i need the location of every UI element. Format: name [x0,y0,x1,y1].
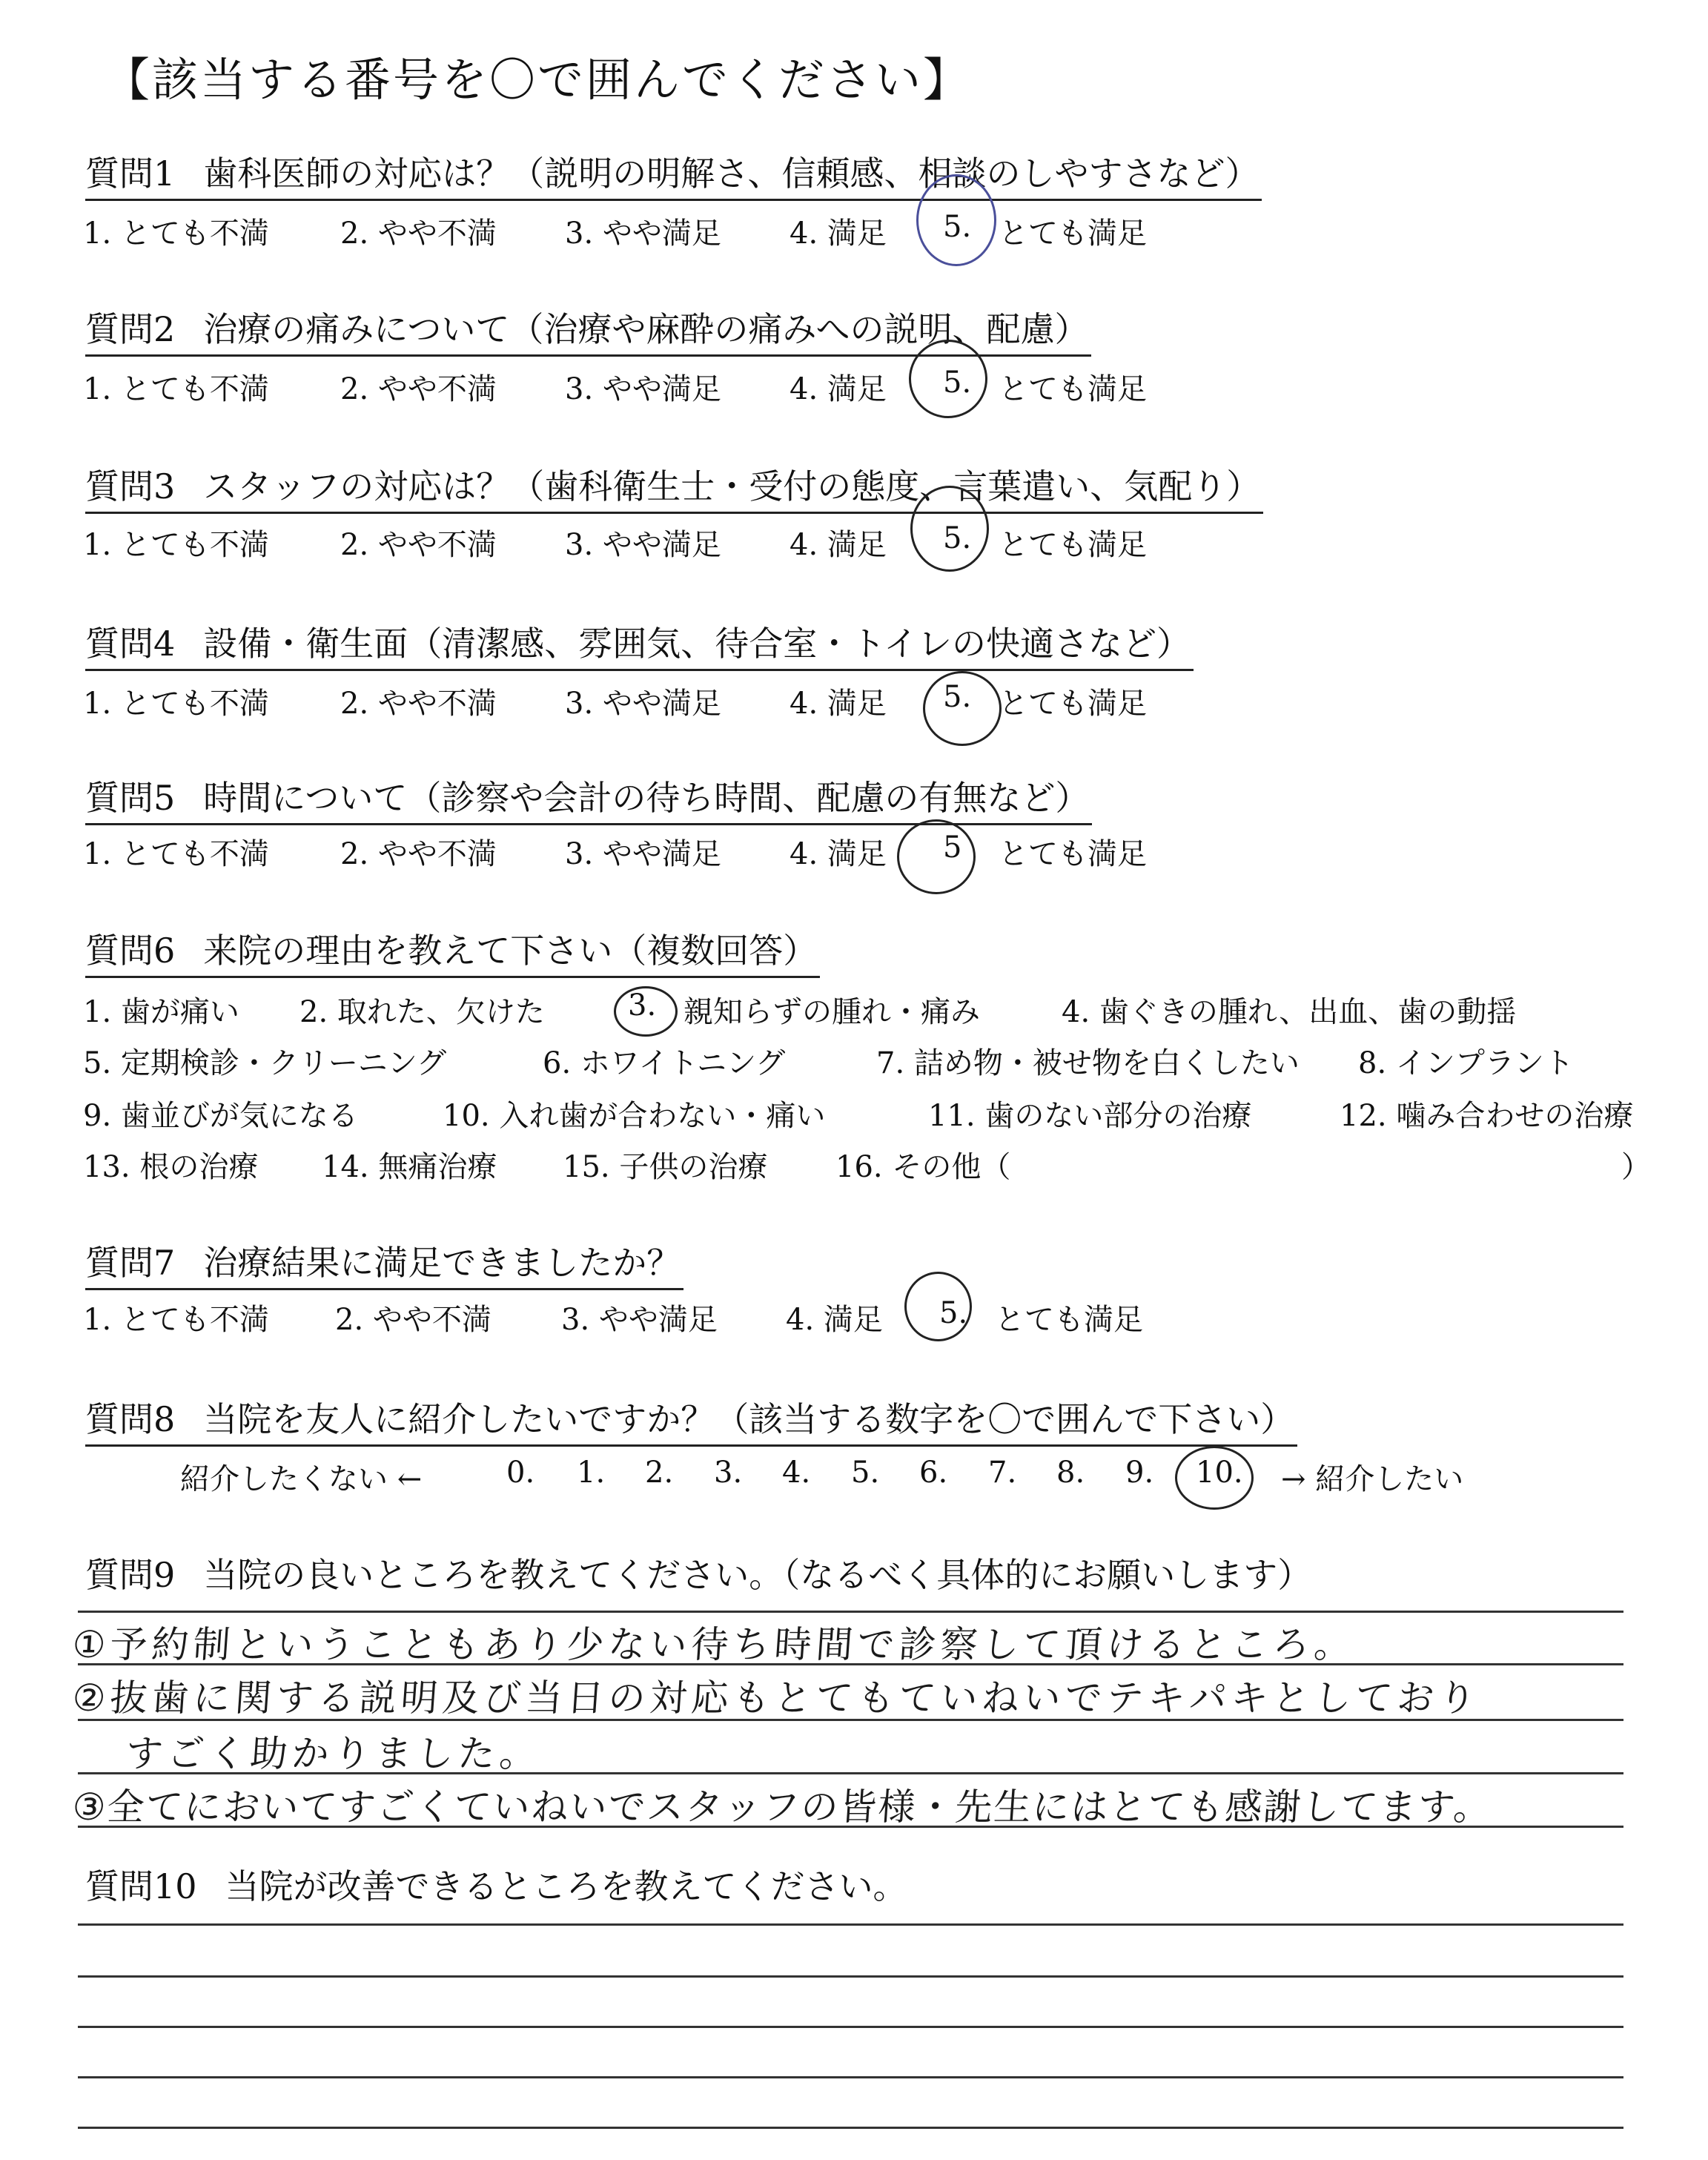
reason-option[interactable]: 16. その他（ [835,1150,1011,1184]
reason-option[interactable]: 12. 噛み合わせの治療 [1340,1099,1634,1133]
option-5-label: とても満足 [999,687,1147,721]
option-1[interactable]: 1. とても不満 [83,1303,269,1337]
option-5-label: とても満足 [999,528,1147,562]
reason-option[interactable]: 8. インプラント [1358,1046,1574,1080]
option-1[interactable]: 1. とても不満 [83,837,269,871]
handwritten-answer-line-1: ①予約制ということもあり少ない待ち時間で診察して頂けるところ。 [70,1623,1357,1666]
reason-option[interactable]: 15. 子供の治療 [563,1150,768,1184]
question-text: スタッフの対応は？（歯科衛生士・受付の態度、言葉遣い、気配り） [203,466,1261,506]
question-text: 来院の理由を教えて下さい（複数回答） [203,931,818,971]
question-text: 治療結果に満足できましたか？ [203,1243,681,1283]
scale-number-1[interactable]: 1. [577,1456,606,1490]
question-text: 時間について（診察や会計の待ち時間、配慮の有無など） [203,778,1090,818]
scale-right-label: → 紹介したい [1281,1462,1464,1496]
question-number: 質問1 [85,153,176,194]
answer-line [78,1923,1623,1926]
question-1-title [85,147,1262,201]
option-5-label: とても満足 [999,372,1147,406]
option-3[interactable]: 3. やや満足 [565,687,721,721]
scale-left-label: 紹介したくない ← [180,1462,423,1496]
option-3[interactable]: 3. やや満足 [565,528,721,562]
option-2[interactable]: 2. やや不満 [335,1303,491,1337]
page-title: 【該当する番号を〇で囲んでください】 [104,53,972,107]
reason-option-3[interactable]: 3. [628,988,657,1023]
answer-circle-mark [614,986,678,1037]
reason-other-close: ） [1621,1150,1651,1184]
scale-number-2[interactable]: 2. [645,1456,674,1490]
option-1[interactable]: 1. とても不満 [83,217,269,251]
option-4[interactable]: 4. 満足 [790,217,887,251]
question-9-title [85,1548,1314,1600]
option-1[interactable]: 1. とても不満 [83,687,269,721]
option-5[interactable]: 5. [943,680,972,714]
option-5[interactable]: 5. [939,1296,968,1330]
answer-circle-mark [910,486,989,572]
question-number: 質問3 [85,466,176,506]
answer-line [78,2076,1623,2078]
handwritten-answer-line-2: ②抜歯に関する説明及び当日の対応もとてもていねいでテキパキとしており [70,1677,1482,1720]
answer-circle-mark [923,671,1002,746]
option-5[interactable]: 5. [943,521,972,555]
option-1[interactable]: 1. とても不満 [83,372,269,406]
question-number: 質問10 [85,1866,197,1906]
reason-option[interactable]: 5. 定期検診・クリーニング [83,1046,447,1080]
question-8-title [85,1393,1297,1447]
reason-option[interactable]: 1. 歯が痛い [83,995,239,1029]
option-2[interactable]: 2. やや不満 [340,837,497,871]
option-5[interactable]: 5 [943,830,962,865]
reason-option[interactable]: 11. 歯のない部分の治療 [928,1099,1252,1133]
option-5[interactable]: 5. [943,366,972,400]
question-6-title [85,924,820,978]
option-3[interactable]: 3. やや満足 [561,1303,718,1337]
question-text: 当院が改善できるところを教えてください。 [225,1866,907,1906]
option-5-label: とても満足 [995,1303,1143,1337]
option-5-label: とても満足 [999,837,1147,871]
option-4[interactable]: 4. 満足 [790,528,887,562]
answer-line [78,1611,1623,1613]
reason-option[interactable]: 6. ホワイトニング [543,1046,786,1080]
option-3[interactable]: 3. やや満足 [565,372,721,406]
question-3-title [85,460,1263,514]
question-text: 当院の良いところを教えてください。（なるべく具体的にお願いします） [203,1555,1312,1595]
question-number: 質問4 [85,624,176,664]
reason-option[interactable]: 14. 無痛治療 [322,1150,497,1184]
handwritten-answer-line-3: すごく助かりました。 [124,1732,543,1775]
scale-number-6[interactable]: 6. [919,1456,948,1490]
option-5[interactable]: 5. [943,210,972,244]
option-2[interactable]: 2. やや不満 [340,372,497,406]
scale-number-5[interactable]: 5. [851,1456,880,1490]
option-4[interactable]: 4. 満足 [790,687,887,721]
answer-circle-mark [916,174,996,266]
reason-option[interactable]: 10. 入れ歯が合わない・痛い [443,1099,826,1133]
option-2[interactable]: 2. やや不満 [340,687,497,721]
option-4[interactable]: 4. 満足 [790,837,887,871]
reason-label: 親知らずの腫れ・痛み [683,995,980,1029]
option-2[interactable]: 2. やや不満 [340,217,497,251]
option-4[interactable]: 4. 満足 [786,1303,883,1337]
answer-line [78,2026,1623,2028]
reason-option[interactable]: 9. 歯並びが気になる [83,1099,358,1133]
answer-line [78,2127,1623,2129]
question-text: 設備・衛生面（清潔感、雰囲気、待合室・トイレの快適さなど） [203,624,1191,664]
question-text: 当院を友人に紹介したいですか？（該当する数字を〇で囲んで下さい） [203,1399,1295,1439]
question-7-title [85,1236,683,1290]
answer-circle-mark [1175,1446,1254,1510]
reason-option[interactable]: 2. 取れた、欠けた [299,995,545,1029]
question-10-title [85,1860,910,1912]
option-1[interactable]: 1. とても不満 [83,528,269,562]
question-number: 質問7 [85,1243,176,1283]
scale-number-4[interactable]: 4. [782,1456,811,1490]
question-number: 質問8 [85,1399,176,1439]
scale-number-9[interactable]: 9. [1125,1456,1154,1490]
scale-number-10[interactable]: 10. [1196,1456,1243,1490]
scale-number-0[interactable]: 0. [506,1456,535,1490]
handwritten-answer-line-4: ③全てにおいてすごくていねいでスタッフの皆様・先生にはとても感謝してます。 [70,1786,1494,1829]
scale-number-7[interactable]: 7. [988,1456,1017,1490]
reason-option[interactable]: 4. 歯ぐきの腫れ、出血、歯の動揺 [1062,995,1517,1029]
question-number: 質問6 [85,931,176,971]
option-3[interactable]: 3. やや満足 [565,217,721,251]
scale-number-3[interactable]: 3. [714,1456,743,1490]
option-3[interactable]: 3. やや満足 [565,837,721,871]
option-5-label: とても満足 [999,217,1147,251]
question-number: 質問5 [85,778,176,818]
option-2[interactable]: 2. やや不満 [340,528,497,562]
question-4-title [85,617,1194,671]
question-text: 歯科医師の対応は？（説明の明解さ、信頼感、相談のしやすさなど） [203,153,1260,194]
answer-circle-mark [897,819,976,894]
answer-circle-mark [904,1272,972,1341]
option-4[interactable]: 4. 満足 [790,372,887,406]
scale-number-8[interactable]: 8. [1056,1456,1085,1490]
reason-option[interactable]: 13. 根の治療 [83,1150,259,1184]
question-number: 質問9 [85,1555,176,1595]
answer-circle-mark [909,340,987,418]
question-5-title [85,771,1092,825]
question-number: 質問2 [85,309,176,349]
question-text: 治療の痛みについて（治療や麻酔の痛みへの説明、配慮） [203,309,1089,349]
reason-option[interactable]: 7. 詰め物・被せ物を白くしたい [876,1046,1300,1080]
answer-line [78,1975,1623,1978]
